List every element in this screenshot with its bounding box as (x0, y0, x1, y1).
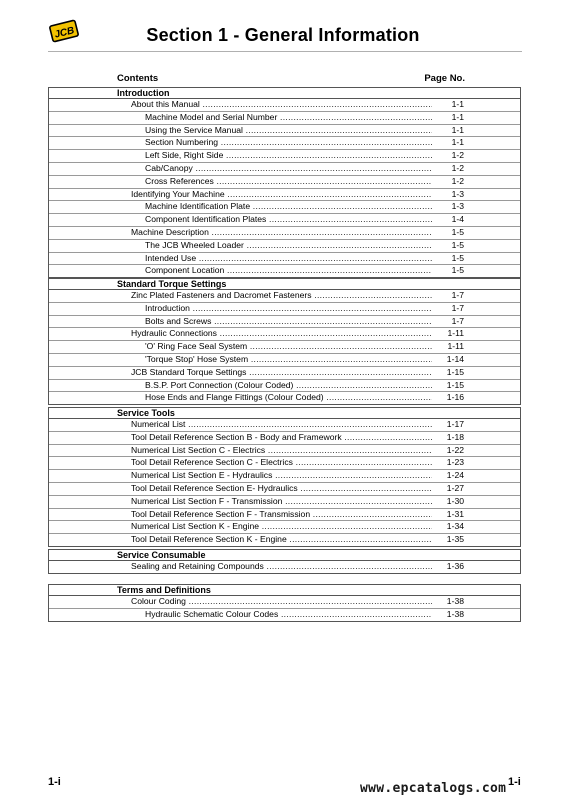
toc-section (48, 87, 521, 278)
toc-entries (48, 419, 521, 547)
toc-entry-page: 1-30 (432, 496, 464, 508)
toc-entry-title: Tool Detail Reference Section F - Transmission ..... (131, 509, 462, 521)
toc-entry-page: 1-1 (432, 99, 464, 111)
toc-entry-page: 1-17 (432, 419, 464, 431)
toc-entry[interactable] (49, 303, 520, 316)
toc-entry-title: Section Numbering ..... (145, 137, 462, 149)
toc-entry[interactable] (49, 341, 520, 354)
toc-entry-title: Identifying Your Machine ..... (131, 189, 462, 201)
toc-entry-page: 1-3 (432, 201, 464, 213)
toc-entry[interactable] (49, 509, 520, 522)
toc-entry[interactable] (49, 445, 520, 458)
toc-entry-page: 1-5 (432, 253, 464, 265)
toc-entry-page: 1-3 (432, 189, 464, 201)
toc-entry[interactable] (49, 316, 520, 329)
toc-entries (48, 99, 521, 278)
toc-entry[interactable] (49, 227, 520, 240)
toc-entry-title: Component Identification Plates ..... (145, 214, 462, 226)
section-title: Service Consumable (48, 549, 521, 561)
toc-entries (48, 290, 521, 405)
toc-entry-page: 1-2 (432, 150, 464, 162)
toc-entry-title: Tool Detail Reference Section K - Engine ..... (131, 534, 462, 546)
toc-entry[interactable] (49, 609, 520, 621)
toc-entry[interactable] (49, 265, 520, 277)
toc-entry[interactable] (49, 125, 520, 138)
toc-entry[interactable] (49, 201, 520, 214)
toc-entry-title: Cab/Canopy ..... (145, 163, 462, 175)
toc-entry-title: Tool Detail Reference Section C - Electrics ..... (131, 457, 462, 469)
toc-entry-title: Hose Ends and Flange Fittings (Colour Coded) ..... (145, 392, 462, 404)
toc-entry[interactable] (49, 596, 520, 609)
toc-entry-page: 1-36 (432, 561, 464, 573)
toc-entry-page: 1-18 (432, 432, 464, 444)
toc-entry[interactable] (49, 189, 520, 202)
toc-entry[interactable] (49, 561, 520, 573)
toc-entry-title: Zinc Plated Fasteners and Dacromet Fasteners ..... (131, 290, 462, 302)
toc-entry[interactable] (49, 432, 520, 445)
footer-page-left: 1-i (48, 776, 61, 788)
toc-entry-title: Numerical List Section F - Transmission ..... (131, 496, 462, 508)
toc-entry-page: 1-31 (432, 509, 464, 521)
toc-section (48, 549, 521, 574)
toc-entry-title: Numerical List Section E - Hydraulics ..... (131, 470, 462, 482)
toc-entry[interactable] (49, 367, 520, 380)
toc-entry[interactable] (49, 240, 520, 253)
toc-entry-page: 1-5 (432, 227, 464, 239)
toc-entry[interactable] (49, 457, 520, 470)
toc-entry[interactable] (49, 483, 520, 496)
section-title: Introduction (48, 87, 521, 99)
toc-entry[interactable] (49, 163, 520, 176)
contents-header (117, 73, 465, 84)
toc-entry-title: Using the Service Manual ..... (145, 125, 462, 137)
toc-entry[interactable] (49, 534, 520, 546)
toc-entry-page: 1-23 (432, 457, 464, 469)
toc-entry-title: B.S.P. Port Connection (Colour Coded) ..... (145, 380, 462, 392)
jcb-logo (49, 19, 79, 43)
toc-entry-page: 1-27 (432, 483, 464, 495)
page-title: Section 1 - General Information (146, 25, 420, 45)
toc-entry-page: 1-16 (432, 392, 464, 404)
toc-entry-title: 'O' Ring Face Seal System ..... (145, 341, 462, 353)
toc-entry-title: Intended Use ..... (145, 253, 462, 265)
toc-entry[interactable] (49, 253, 520, 266)
toc-entry-page: 1-11 (432, 341, 464, 353)
toc-entry-title: Left Side, Right Side ..... (145, 150, 462, 162)
toc-entry-title: Tool Detail Reference Section E- Hydraulics ..... (131, 483, 462, 495)
toc-entry-page: 1-7 (432, 290, 464, 302)
toc-entry[interactable] (49, 99, 520, 112)
toc-entry-page: 1-38 (432, 609, 464, 621)
toc-entry-page: 1-1 (432, 112, 464, 124)
toc-entry-title: The JCB Wheeled Loader ..... (145, 240, 462, 252)
toc-entry-title: Component Location ..... (145, 265, 462, 277)
toc-entry[interactable] (49, 214, 520, 227)
toc-entry-page: 1-24 (432, 470, 464, 482)
toc-entry-title: Numerical List ..... (131, 419, 462, 431)
toc-entry-title: Machine Model and Serial Number ..... (145, 112, 462, 124)
toc-entry-page: 1-1 (432, 125, 464, 137)
toc-entry-title: Introduction ..... (145, 303, 462, 315)
toc-entry-page: 1-22 (432, 445, 464, 457)
toc-entry[interactable] (49, 290, 520, 303)
section-title: Terms and Definitions (48, 584, 521, 596)
toc-entry-title: Machine Description ..... (131, 227, 462, 239)
toc-entry-title: 'Torque Stop' Hose System ..... (145, 354, 462, 366)
watermark: www.epcatalogs.com (360, 781, 507, 796)
toc-entry-title: JCB Standard Torque Settings ..... (131, 367, 462, 379)
toc-entry[interactable] (49, 380, 520, 393)
logo-text: JCB (53, 25, 76, 41)
toc-entry-title: About this Manual ..... (131, 99, 462, 111)
toc-entry[interactable] (49, 137, 520, 150)
section-title: Service Tools (48, 407, 521, 419)
toc-entry[interactable] (49, 328, 520, 341)
toc-entries (48, 561, 521, 574)
toc-entry-page: 1-7 (432, 316, 464, 328)
toc-entry-title: Hydraulic Connections ..... (131, 328, 462, 340)
toc-entry-page: 1-7 (432, 303, 464, 315)
toc-entry[interactable] (49, 521, 520, 534)
toc-entries (48, 596, 521, 622)
toc-entry-page: 1-1 (432, 137, 464, 149)
contents-label: Contents (117, 73, 159, 84)
toc-entry-page: 1-2 (432, 176, 464, 188)
toc-entry[interactable] (49, 150, 520, 163)
toc-entry[interactable] (49, 470, 520, 483)
toc-entry[interactable] (49, 392, 520, 404)
toc-entry-title: Numerical List Section K - Engine ..... (131, 521, 462, 533)
toc-entry-page: 1-2 (432, 163, 464, 175)
toc-entry-page: 1-15 (432, 380, 464, 392)
toc-entry-title: Numerical List Section C - Electrics ..... (131, 445, 462, 457)
toc-entry-page: 1-11 (432, 328, 464, 340)
toc-entry[interactable] (49, 354, 520, 367)
footer-page-right: 1-i (508, 776, 521, 788)
toc-entry[interactable] (49, 496, 520, 509)
toc-entry[interactable] (49, 176, 520, 189)
toc-entry-page: 1-5 (432, 265, 464, 277)
toc-entry-page: 1-4 (432, 214, 464, 226)
toc-entry-page: 1-14 (432, 354, 464, 366)
page-number-label: Page No. (424, 73, 465, 84)
toc-entry-title: Tool Detail Reference Section B - Body and Framework ..... (131, 432, 462, 444)
toc-entry[interactable] (49, 112, 520, 125)
toc-entry-page: 1-35 (432, 534, 464, 546)
section-title: Standard Torque Settings (48, 278, 521, 290)
toc-entry-title: Hydraulic Schematic Colour Codes ..... (145, 609, 462, 621)
toc-entry-page: 1-38 (432, 596, 464, 608)
toc-entry[interactable] (49, 419, 520, 432)
toc-entry-title: Colour Coding ..... (131, 596, 462, 608)
toc-section (48, 278, 521, 405)
toc-entry-page: 1-5 (432, 240, 464, 252)
toc-entry-title: Machine Identification Plate ..... (145, 201, 462, 213)
toc-section (48, 584, 521, 622)
toc-entry-page: 1-34 (432, 521, 464, 533)
toc-entry-title: Cross References ..... (145, 176, 462, 188)
toc-entry-title: Sealing and Retaining Compounds ..... (131, 561, 462, 573)
header-rule (48, 51, 522, 52)
toc-entry-title: Bolts and Screws ..... (145, 316, 462, 328)
toc-entry-page: 1-15 (432, 367, 464, 379)
toc-section (48, 407, 521, 547)
